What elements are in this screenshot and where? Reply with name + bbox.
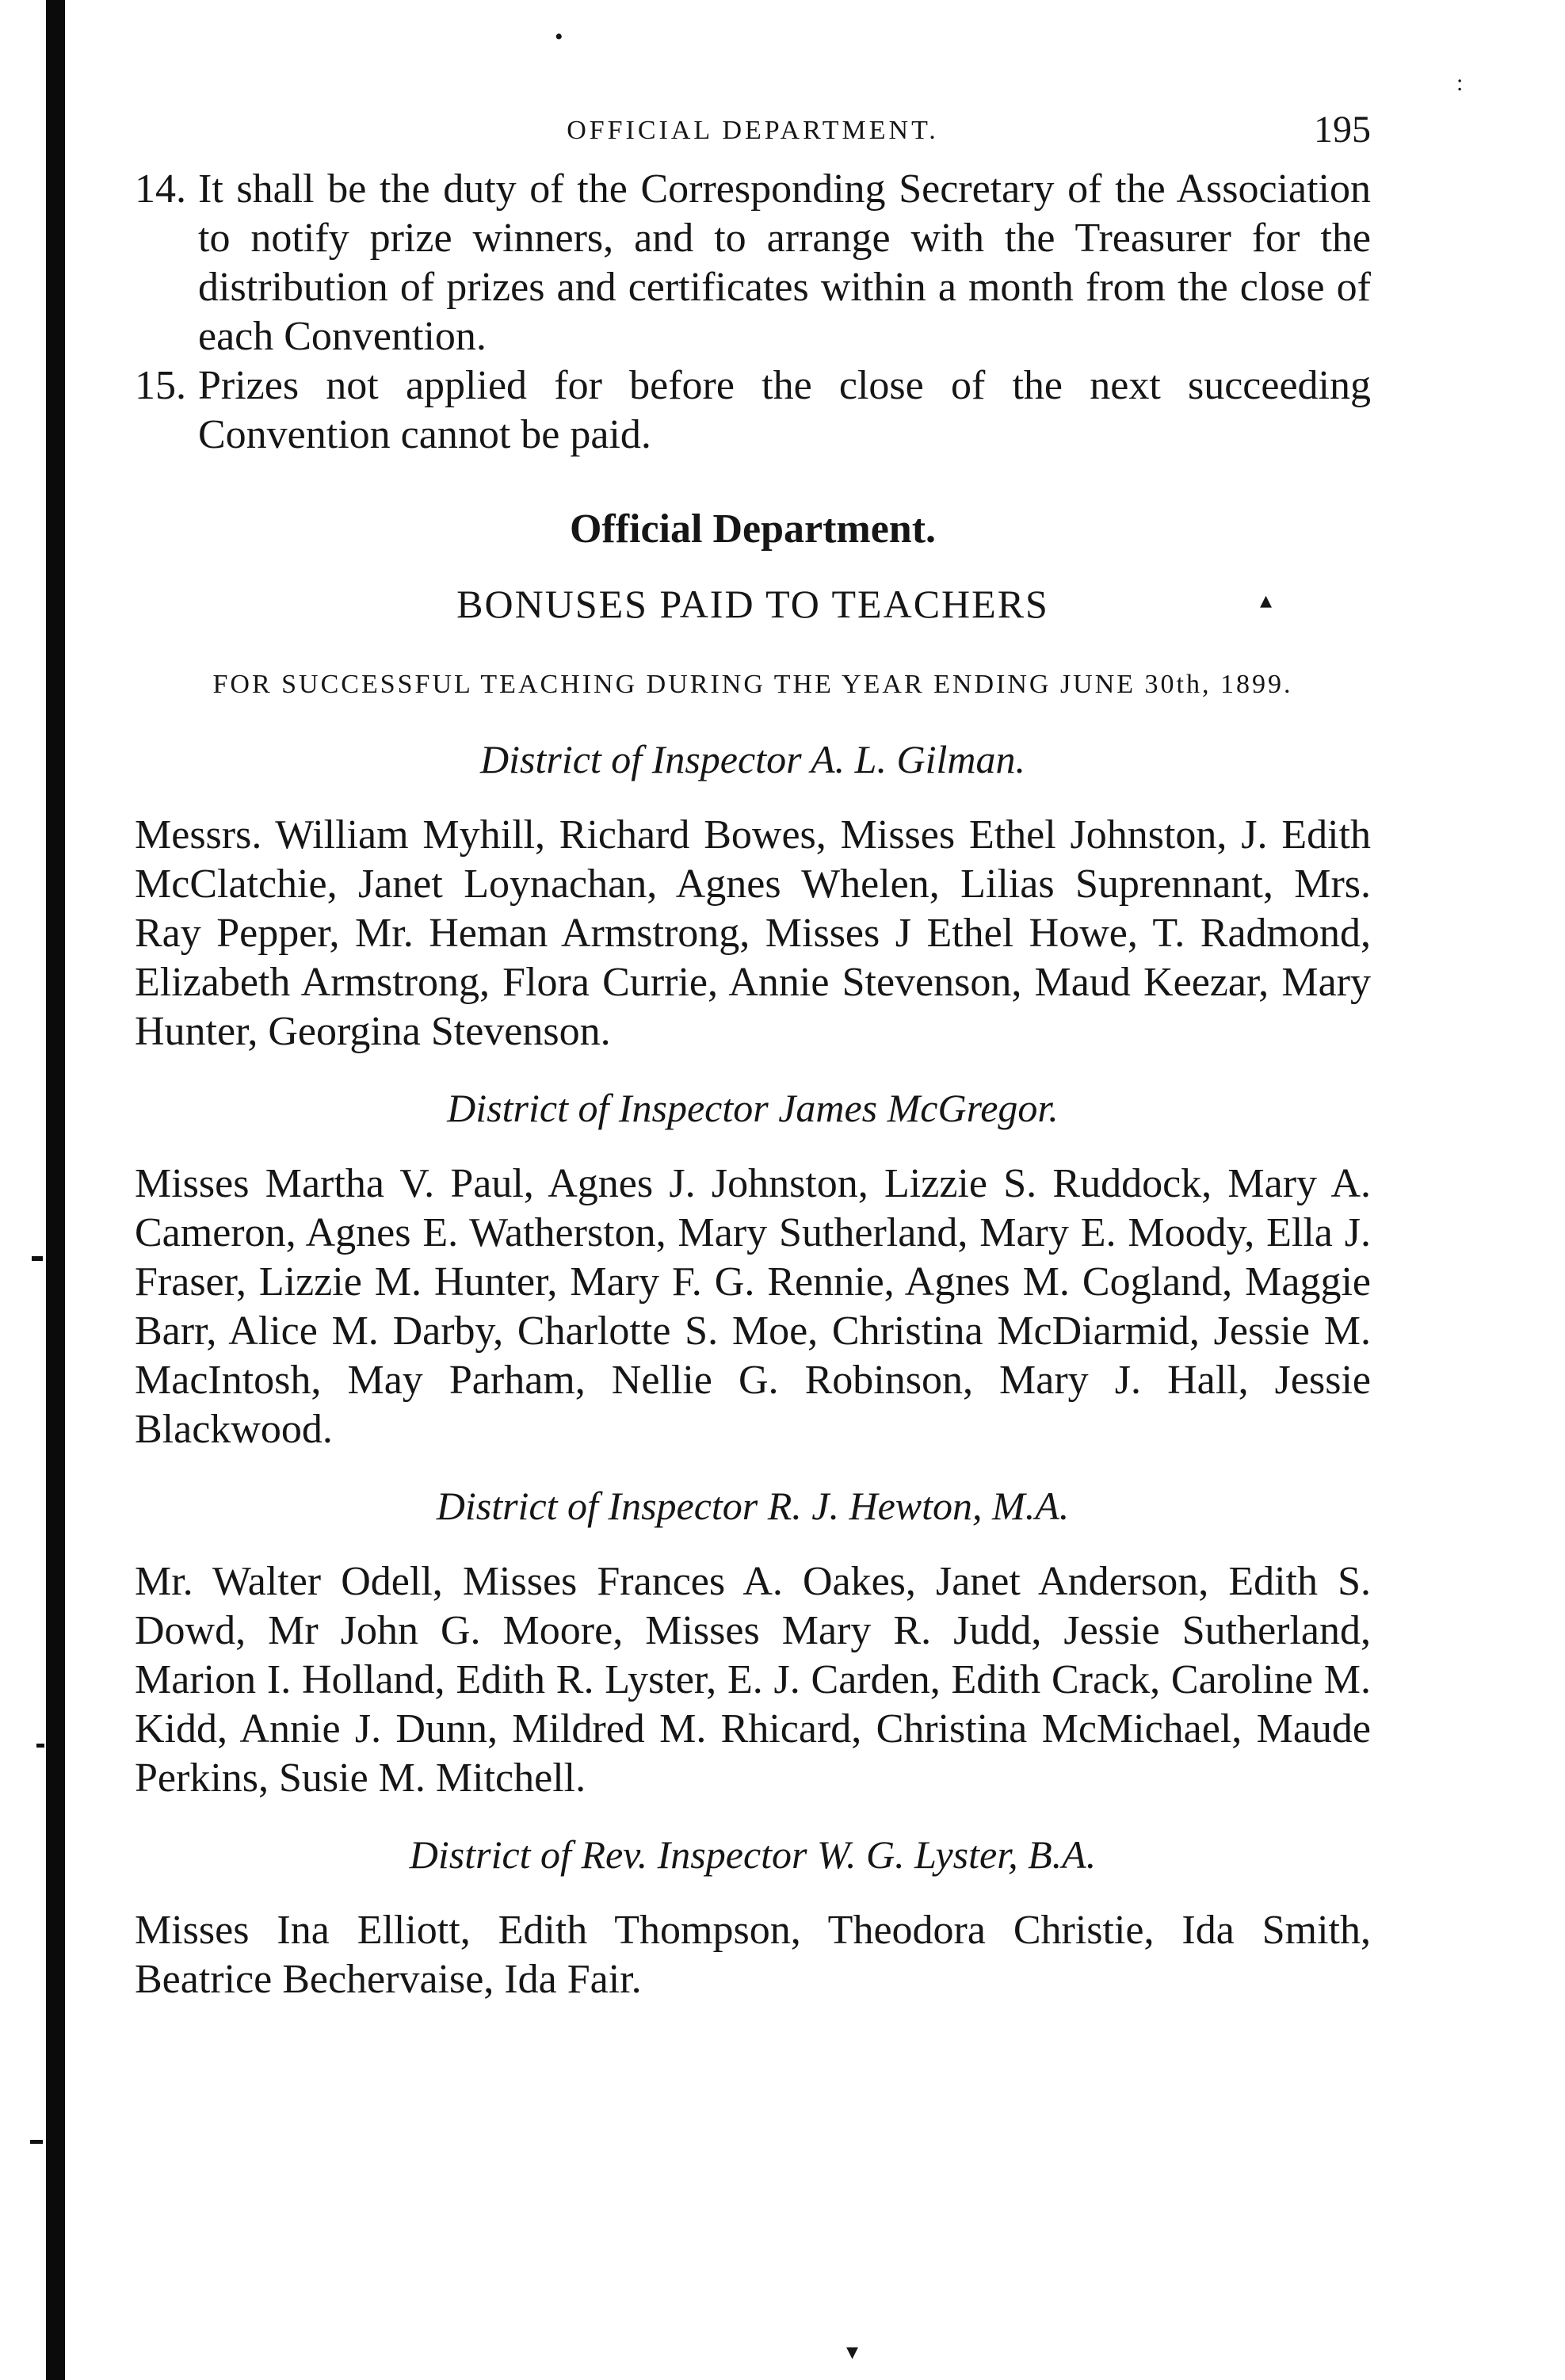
rule-number: 15. — [135, 363, 186, 408]
binding-edge — [46, 0, 65, 2380]
stray-mark: ▾ — [846, 2339, 859, 2365]
binding-mark — [30, 2140, 43, 2144]
page-content — [135, 101, 1371, 2004]
district-names-hewton: Mr. Walter Odell, Misses Frances A. Oakes, Janet Anderson, Edith S. Dowd, Mr John G. Moore, Misses Mary R. Judd, Jessie Sutherland, Marion I. Holland, Edith R. Lyster, E. J. Carden, Edith Crack, Caroline M. Kidd, Annie J. Dunn, Mildred M. Rhicard, Christina McMichael, Maude Perkins, Susie M. Mitchell. — [135, 1559, 1371, 1801]
rule-text: It shall be the duty of the Corresponding Secretary of the Association to notify prize winners, and to arrange with the Treasurer for the distribution of prizes and certificates within a month from the close of each Convention. — [198, 166, 1371, 359]
running-title: OFFICIAL DEPARTMENT. — [567, 116, 939, 145]
rule-14 — [135, 165, 1371, 361]
binding-mark — [32, 1256, 43, 1261]
district-heading-lyster: District of Rev. Inspector W. G. Lyster, B.A. — [409, 1832, 1097, 1877]
rule-text: Prizes not applied for before the close of the next succeeding Convention cannot be paid. — [198, 363, 1371, 457]
document-subtitle: FOR SUCCESSFUL TEACHING DURING THE YEAR ENDING JUNE 30th, 1899. — [212, 670, 1293, 699]
district-heading-gilman: District of Inspector A. L. Gilman. — [480, 737, 1025, 781]
rule-15 — [135, 361, 1371, 460]
district-heading-hewton: District of Inspector R. J. Hewton, M.A. — [436, 1484, 1070, 1528]
document-title: BONUSES PAID TO TEACHERS — [456, 582, 1049, 626]
binding-mark — [36, 1744, 44, 1748]
rule-number: 14. — [135, 166, 186, 212]
district-names-gilman: Messrs. William Myhill, Richard Bowes, Misses Ethel Johnston, J. Edith McClatchie, Janet Loynachan, Agnes Whelen, Lilias Suprennant, Mrs. Ray Pepper, Mr. Heman Armstrong, Misses J Ethel Howe, T. Radmond, Elizabeth Armstrong, Flora Currie, Annie Stevenson, Maud Keezar, Mary Hunter, Georgina Stevenson. — [135, 812, 1371, 1054]
stray-mark: ▴ — [1260, 587, 1273, 613]
section-heading: Official Department. — [569, 506, 937, 552]
district-heading-mcgregor: District of Inspector James McGregor. — [447, 1086, 1059, 1130]
district-names-lyster: Misses Ina Elliott, Edith Thompson, Theodora Christie, Ida Smith, Beatrice Bechervaise, Ida Fair. — [135, 1908, 1371, 2002]
running-head — [135, 101, 1371, 165]
page-number: 195 — [1314, 109, 1371, 151]
stray-mark: : — [1456, 70, 1464, 96]
district-names-mcgregor: Misses Martha V. Paul, Agnes J. Johnston, Lizzie S. Ruddock, Mary A. Cameron, Agnes E. Watherston, Mary Sutherland, Mary E. Moody, Ella J. Fraser, Lizzie M. Hunter, Mary F. G. Rennie, Agnes M. Cogland, Maggie Barr, Alice M. Darby, Charlotte S. Moe, Christina McDiarmid, Jessie M. MacIntosh, May Parham, Nellie G. Robinson, Mary J. Hall, Jessie Blackwood. — [135, 1161, 1371, 1452]
stray-mark: • — [555, 24, 563, 50]
